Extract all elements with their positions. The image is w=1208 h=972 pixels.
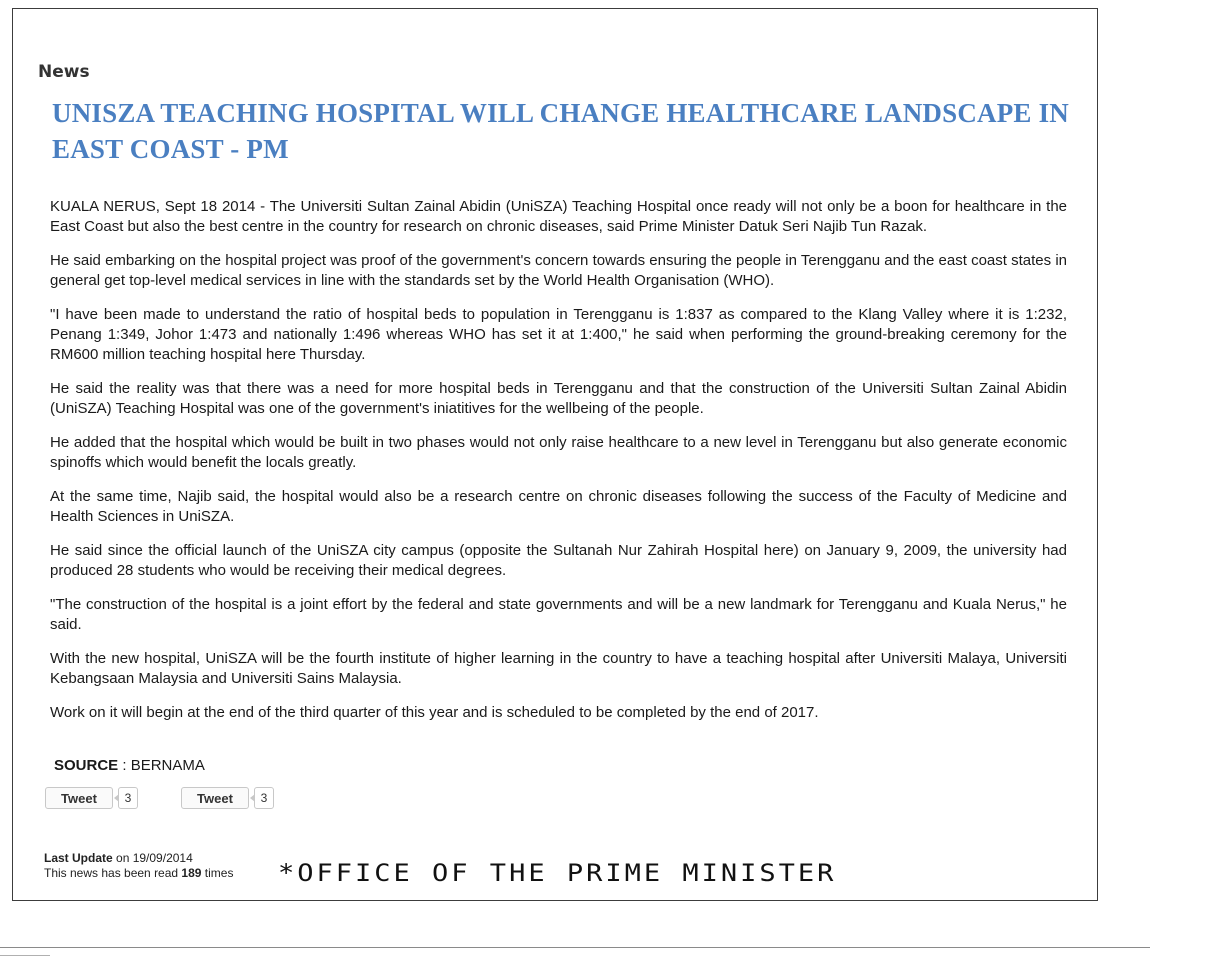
article-paragraph: He added that the hospital which would be built in two phases would not only raise healthcare to a new level in Terengganu but also generate economic spinoffs which would benefit the locals greatly. bbox=[50, 434, 1067, 471]
article-paragraph: At the same time, Najib said, the hospital would also be a research centre on chronic diseases following the success of the Faculty of Medicine and Health Sciences in UniSZA. bbox=[50, 488, 1067, 525]
scan-edge-line bbox=[0, 955, 50, 956]
read-count-line bbox=[44, 866, 233, 881]
article-paragraph: KUALA NERUS, Sept 18 2014 - The Universiti Sultan Zainal Abidin (UniSZA) Teaching Hospital once ready will not only be a boon for healthcare in the East Coast but also the best centre in the country for research on chronic diseases, said Prime Minister Datuk Seri Najib Tun Razak. bbox=[50, 198, 1067, 235]
handwritten-note: *OFFICE OF THE PRIME MINISTER bbox=[278, 859, 837, 888]
article-paragraph: Work on it will begin at the end of the third quarter of this year and is scheduled to be completed by the end of 2017. bbox=[50, 704, 819, 721]
tweet-widget bbox=[45, 786, 138, 810]
article-body bbox=[50, 197, 1067, 737]
article-meta bbox=[44, 851, 233, 881]
tweet-widget bbox=[181, 786, 274, 810]
article-paragraph: He said since the official launch of the UniSZA city campus (opposite the Sultanah Nur Zahirah Hospital here) on January 9, 2009, the university had produced 28 students who would be receiving their medical degrees. bbox=[50, 542, 1067, 579]
last-update-date: on 19/09/2014 bbox=[112, 851, 193, 865]
source-line bbox=[54, 757, 205, 774]
read-prefix: This news has been read bbox=[44, 866, 182, 880]
tweet-count[interactable]: 3 bbox=[254, 787, 274, 809]
tweet-button[interactable]: Tweet bbox=[181, 787, 249, 809]
article-headline: UNISZA TEACHING HOSPITAL WILL CHANGE HEALTHCARE LANDSCAPE IN EAST COAST - PM bbox=[52, 98, 1069, 164]
source-value: BERNAMA bbox=[130, 757, 205, 774]
source-separator: : bbox=[118, 757, 131, 774]
article-paragraph: With the new hospital, UniSZA will be the fourth institute of higher learning in the country to have a teaching hospital after Universiti Malaya, Universiti Kebangsaan Malaysia and Universiti Sains Malaysia. bbox=[50, 650, 1067, 687]
source-label: SOURCE bbox=[54, 757, 119, 774]
read-suffix: times bbox=[201, 866, 234, 880]
last-update-label: Last Update bbox=[44, 851, 113, 865]
read-count: 189 bbox=[181, 866, 202, 880]
tweet-button[interactable]: Tweet bbox=[45, 787, 113, 809]
article-paragraph: He said the reality was that there was a need for more hospital beds in Terengganu and that the construction of the Universiti Sultan Zainal Abidin (UniSZA) Teaching Hospital was one of the government's iniatitives for the wellbeing of the people. bbox=[50, 380, 1067, 417]
last-update-line bbox=[44, 851, 233, 866]
tweet-count[interactable]: 3 bbox=[118, 787, 138, 809]
section-label: News bbox=[38, 62, 90, 82]
scan-edge-line bbox=[0, 947, 1150, 948]
article-paragraph: "The construction of the hospital is a joint effort by the federal and state governments and will be a new landmark for Terengganu and Kuala Nerus," he said. bbox=[50, 596, 1067, 633]
article-paragraph: He said embarking on the hospital project was proof of the government's concern towards ensuring the people in Terengganu and the east coast states in general get top-level medical services in line with the standards set by the World Health Organisation (WHO). bbox=[50, 252, 1067, 289]
article-paragraph: "I have been made to understand the ratio of hospital beds to population in Terengganu is 1:837 as compared to the Klang Valley where it is 1:232, Penang 1:349, Johor 1:473 and nationally 1:496 whereas WHO has set it at 1:400," he said when performing the ground-breaking ceremony for the RM600 million teaching hospital here Thursday. bbox=[50, 306, 1067, 363]
